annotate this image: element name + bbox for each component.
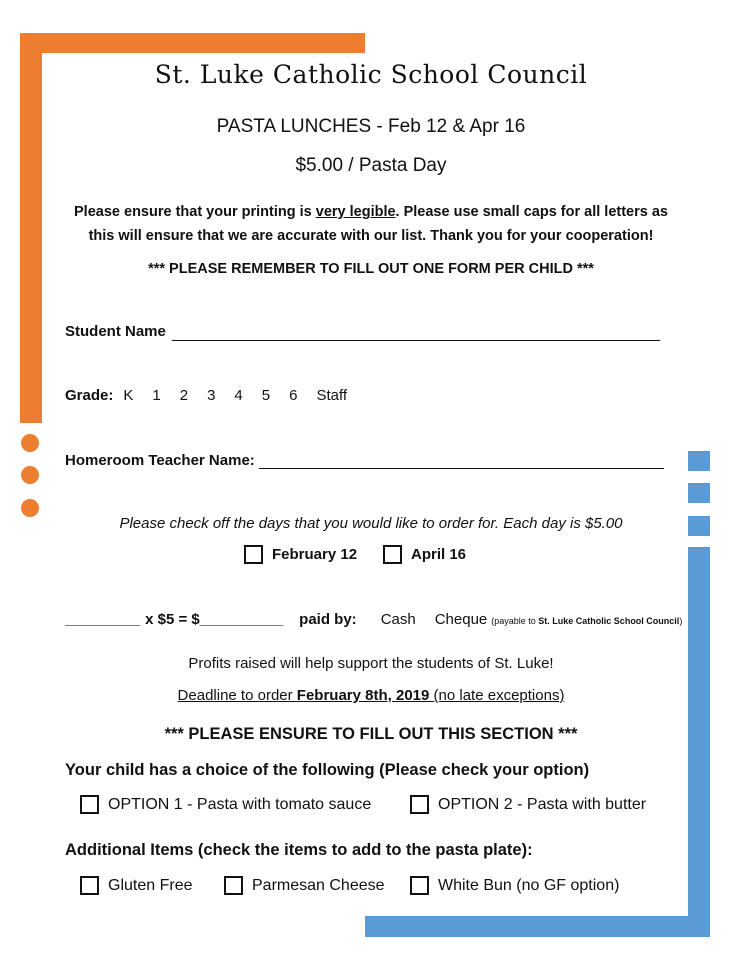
grade-option-1[interactable]: 1	[152, 387, 161, 404]
grade-option-2[interactable]: 2	[179, 387, 189, 404]
instructions-paragraph	[0, 200, 742, 248]
checkbox[interactable]	[383, 545, 402, 564]
instructions-line-1: Please ensure that your printing is very legible. Please use small caps for all letters as	[74, 204, 668, 220]
school-council-title: St. Luke Catholic School Council	[154, 60, 588, 89]
one-form-per-child-reminder: *** PLEASE REMEMBER TO FILL OUT ONE FORM PER CHILD ***	[148, 261, 594, 277]
profits-note: Profits raised will help support the students of St. Luke!	[188, 655, 554, 672]
student-name-label: Student Name	[65, 323, 166, 340]
grade-option-3[interactable]: 3	[207, 387, 216, 404]
grade-option-6[interactable]: 6	[289, 387, 298, 404]
checkbox[interactable]	[410, 876, 429, 895]
days-prompt: Please check off the days that you would like to order for. Each day is $5.00	[119, 515, 623, 532]
checkbox[interactable]	[80, 795, 99, 814]
orange-frame-top	[20, 33, 365, 53]
grade-row	[65, 387, 347, 404]
pasta-option-2[interactable]: OPTION 2 - Pasta with butter	[410, 795, 646, 814]
orange-dot-1	[21, 434, 39, 452]
homeroom-teacher-label: Homeroom Teacher Name:	[65, 452, 255, 469]
cheque-payable-note: (payable to St. Luke Catholic School Council)	[491, 616, 683, 626]
pasta-option-1[interactable]: OPTION 1 - Pasta with tomato sauce	[80, 795, 371, 814]
grade-option-5[interactable]: 5	[261, 387, 271, 404]
total-blank[interactable]: __________	[199, 611, 284, 628]
additional-items-heading: Additional Items (check the items to add to the pasta plate):	[65, 841, 533, 859]
quantity-blank[interactable]: _________	[65, 611, 141, 628]
student-name-field[interactable]	[172, 340, 660, 341]
payment-row	[65, 611, 682, 628]
additional-item-parmesan-cheese[interactable]: Parmesan Cheese	[224, 876, 385, 895]
paid-by-label: paid by:	[299, 611, 357, 628]
blue-square-1	[688, 451, 710, 471]
checkbox[interactable]	[410, 795, 429, 814]
additional-item-white-bun[interactable]: White Bun (no GF option)	[410, 876, 619, 895]
grade-label: Grade:	[65, 387, 114, 404]
checkbox[interactable]	[224, 876, 243, 895]
checkbox[interactable]	[244, 545, 263, 564]
day-option-april-16[interactable]: April 16	[383, 545, 466, 564]
blue-frame-bottom	[365, 916, 710, 937]
instructions-line-2: this will ensure that we are accurate with our list. Thank you for your cooperation!	[88, 228, 654, 244]
payment-cash-option[interactable]: Cash	[380, 611, 416, 628]
very-legible-emphasis: very legible	[315, 204, 396, 220]
additional-item-gluten-free[interactable]: Gluten Free	[80, 876, 192, 895]
pasta-lunches-subtitle: PASTA LUNCHES - Feb 12 & Apr 16	[216, 116, 526, 137]
grade-option-k[interactable]: K	[123, 387, 134, 404]
deadline-note: Deadline to order February 8th, 2019 (no late exceptions)	[177, 687, 565, 704]
grade-option-staff[interactable]: Staff	[316, 387, 348, 404]
price-per-day: $5.00 / Pasta Day	[295, 155, 447, 176]
day-option-february-12[interactable]: February 12	[244, 545, 357, 564]
pasta-choice-heading: Your child has a choice of the following (Please check your option)	[65, 761, 590, 779]
payment-cheque-option[interactable]: Cheque	[434, 611, 488, 628]
homeroom-teacher-field[interactable]	[259, 468, 664, 469]
orange-dot-2	[21, 466, 39, 484]
checkbox[interactable]	[80, 876, 99, 895]
blue-square-2	[688, 483, 710, 503]
section-banner: *** PLEASE ENSURE TO FILL OUT THIS SECTION ***	[164, 725, 578, 743]
grade-option-4[interactable]: 4	[234, 387, 243, 404]
price-formula: x $5 = $	[145, 611, 200, 628]
deadline-date: February 8th, 2019	[296, 687, 430, 704]
